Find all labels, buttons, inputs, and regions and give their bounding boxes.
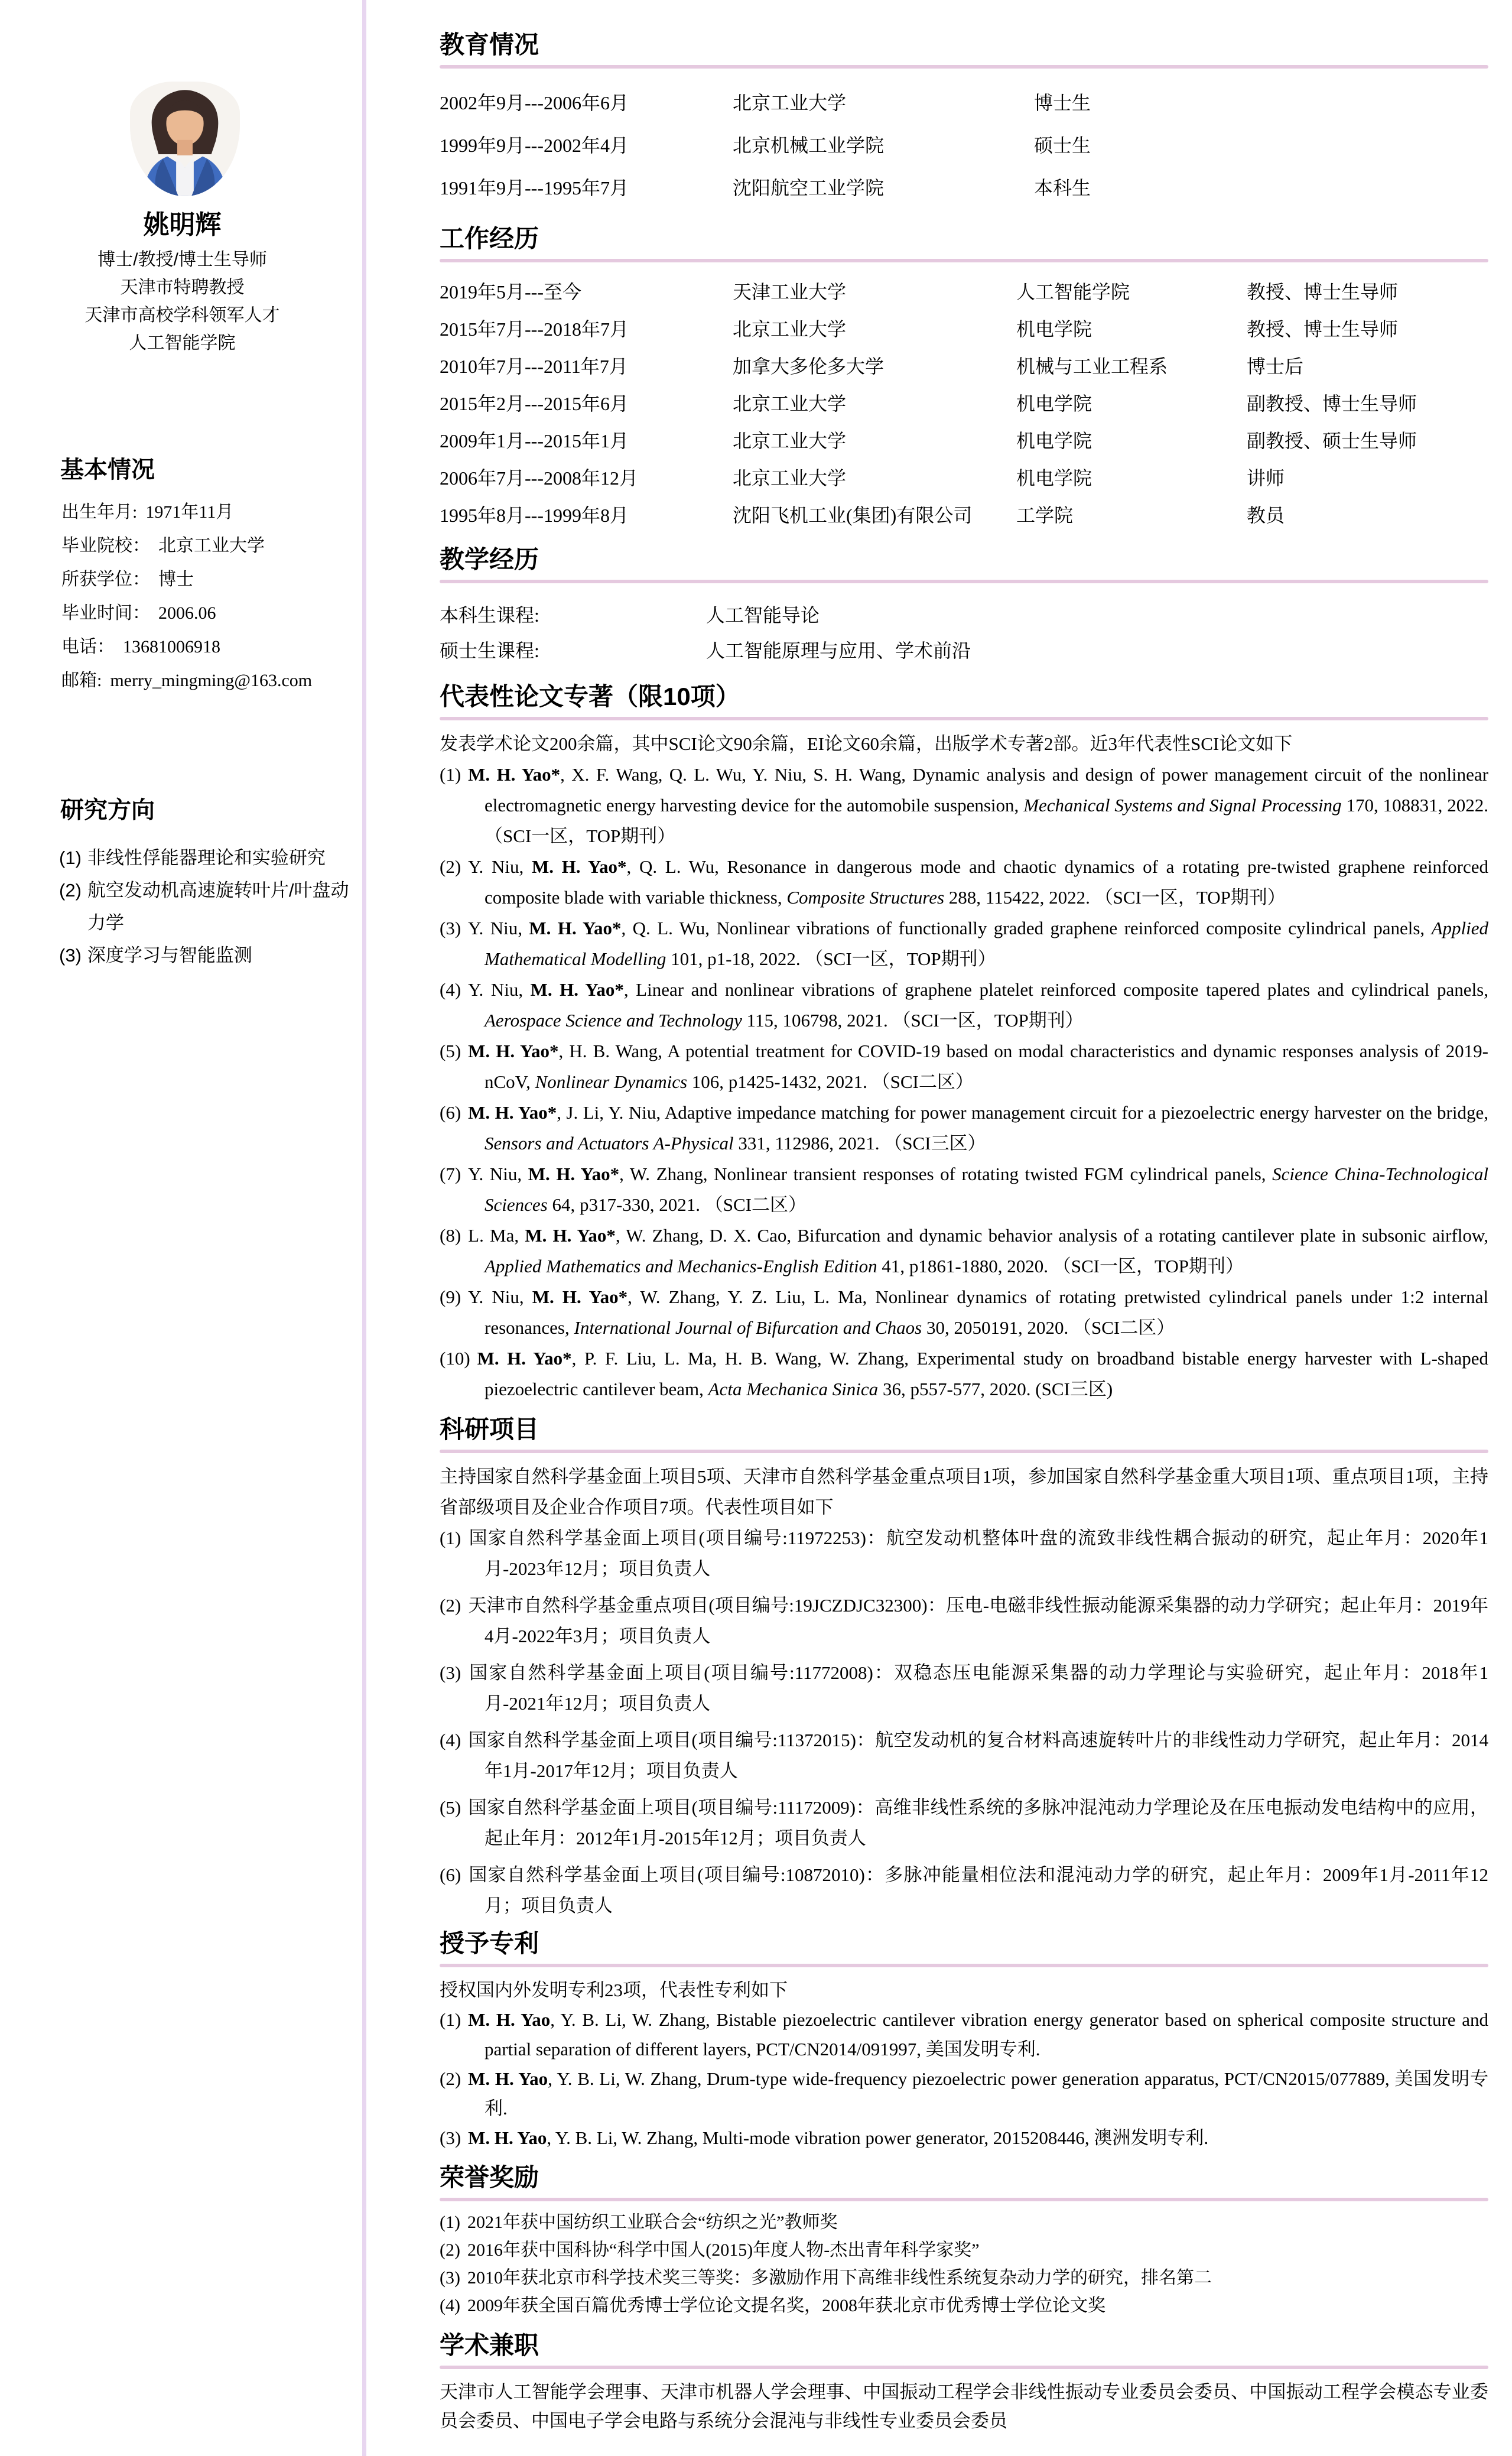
authors-pre: Y. Niu, [468, 918, 529, 938]
work-header: 工作经历 [440, 225, 539, 252]
info-value: 博士 [158, 570, 194, 589]
work-row [440, 495, 1488, 532]
paper-title: , W. Zhang, D. X. Cao, Bifurcation and dynamic behavior analysis of a rotating cantilever plate in subsonic airflow, [615, 1225, 1488, 1246]
basic-info-header: 基本情况 [60, 457, 155, 483]
honor-item [440, 2292, 1488, 2319]
work-dept: 机电学院 [1016, 467, 1092, 489]
author-bold: M. H. Yao* [468, 764, 561, 785]
patents-intro: 授权国内外发明专利23项，代表性专利如下 [440, 1980, 788, 2000]
journal-name: Applied Mathematical Modelling [485, 918, 1488, 969]
section-rule [440, 1964, 1488, 1967]
journal-name: Composite Structures [786, 887, 945, 908]
work-period: 1995年8月---1999年8月 [440, 504, 629, 526]
citation-tail: 41, p1861-1880, 2020. （SCI一区，TOP期刊） [877, 1256, 1244, 1276]
author-bold: M. H. Yao* [468, 1102, 557, 1123]
info-label: 邮箱: [61, 671, 102, 690]
author-bold: M. H. Yao [468, 2009, 551, 2030]
work-dept: 人工智能学院 [1016, 281, 1130, 303]
item-number: (10) [440, 1348, 470, 1369]
title-line: 天津市高校学科领军人才 [84, 306, 280, 325]
paper-title: , Q. L. Wu, Nonlinear vibrations of functionally graded graphene reinforced composite cylindrical panels, [621, 918, 1432, 938]
edu-school: 沈阳航空工业学院 [733, 177, 885, 199]
project-text: 国家自然科学基金面上项目(项目编号:11372015)：航空发动机的复合材料高速旋转叶片的非线性动力学研究，起止年月：2014年1月-2017年12月；项目负责人 [468, 1730, 1488, 1781]
publication-item [440, 1159, 1488, 1220]
journal-name: Science China-Technological Sciences [485, 1164, 1488, 1215]
work-period: 2015年2月---2015年6月 [440, 392, 629, 414]
item-number: (1) [440, 764, 461, 785]
publication-item [440, 1220, 1488, 1282]
item-number: (3) [440, 2268, 460, 2288]
profile-photo [130, 82, 240, 196]
project-text: 国家自然科学基金面上项目(项目编号:11772008)：双稳态压电能源采集器的动力学理论与实验研究，起止年月：2018年1月-2021年12月；项目负责人 [468, 1662, 1488, 1714]
item-number: (8) [440, 1225, 461, 1246]
publication-item [440, 1097, 1488, 1159]
patent-item [440, 2123, 1488, 2153]
citation-tail: 106, p1425-1432, 2021. （SCI二区） [687, 1071, 974, 1092]
work-dept: 工学院 [1016, 504, 1074, 526]
item-number: (2) [440, 2068, 461, 2089]
section-rule [440, 1450, 1488, 1453]
publications-header: 代表性论文专著（限10项） [440, 683, 740, 710]
project-item [440, 1658, 1488, 1719]
education-row [440, 123, 1488, 165]
publication-item [440, 759, 1488, 852]
authors-pre: Y. Niu, [468, 1287, 532, 1307]
honors-header: 荣誉奖励 [440, 2163, 539, 2191]
paper-title: , W. Zhang, Y. Z. Liu, L. Ma, Nonlinear dynamics of rotating pretwisted cylindrical panels under 1:2 internal resonances, [485, 1287, 1488, 1338]
info-value: 1971年11月 [145, 502, 234, 522]
project-text: 国家自然科学基金面上项目(项目编号:10872010)：多脉冲能量相位法和混沌动力学的研究，起止年月：2009年1月-2011年12月；项目负责人 [468, 1864, 1488, 1916]
project-item [440, 1725, 1488, 1786]
title-line: 博士/教授/博士生导师 [97, 250, 267, 269]
authors-pre: Y. Niu, [468, 856, 532, 877]
citation-tail: 115, 106798, 2021. （SCI一区，TOP期刊） [742, 1010, 1084, 1031]
work-period: 2006年7月---2008年12月 [440, 467, 638, 489]
research-item-text: 航空发动机高速旋转叶片/叶盘动力学 [87, 880, 349, 933]
positions-text: 天津市人工智能学会理事、天津市机器人学会理事、中国振动工程学会非线性振动专业委员会委员、中国振动工程学会模态专业委员会委员、中国电子学会电路与系统分会混沌与非线性专业委员会委员 [440, 2382, 1488, 2431]
research-list [59, 842, 357, 972]
info-label: 毕业院校： [61, 536, 150, 555]
info-value: 2006.06 [158, 603, 216, 623]
author-bold: M. H. Yao* [468, 1041, 559, 1061]
publication-item [440, 1282, 1488, 1343]
work-dept: 机电学院 [1016, 430, 1092, 451]
item-number: (2) [440, 2240, 460, 2260]
section-rule [440, 717, 1488, 720]
edu-degree: 博士生 [1034, 92, 1091, 113]
teaching-table [440, 596, 1488, 667]
project-item [440, 1860, 1488, 1921]
authors-pre: L. Ma, [468, 1225, 525, 1246]
item-number: (1) [440, 1528, 461, 1548]
info-row-degree [61, 568, 344, 591]
info-label: 出生年月: [61, 502, 138, 522]
work-org: 北京工业大学 [733, 318, 847, 340]
research-item [59, 874, 357, 939]
item-number: (2) [440, 1595, 461, 1616]
patent-item [440, 2005, 1488, 2064]
patents-header: 授予专利 [440, 1929, 539, 1957]
basic-info-list [61, 501, 344, 703]
item-number: (3) [59, 945, 82, 966]
main-content [440, 0, 1488, 2435]
teaching-row [440, 596, 1488, 632]
info-row-phone [61, 636, 344, 658]
edu-period: 1999年9月---2002年4月 [440, 135, 629, 156]
education-header: 教育情况 [440, 31, 539, 59]
research-item-text: 非线性俘能器理论和实验研究 [87, 847, 326, 868]
sidebar [0, 0, 365, 2456]
paper-title: , Q. L. Wu, Resonance in dangerous mode and chaotic dynamics of a rotating pre-twisted graphene reinforced composite blade with variable thickness, [485, 856, 1488, 908]
research-item [59, 939, 357, 972]
patent-item [440, 2064, 1488, 2123]
patent-text: , Y. B. Li, W. Zhang, Bistable piezoelectric cantilever vibration energy generator based on spherical composite structure and partial separation of different layers, PCT/CN2014/091997, 美国发明专利. [485, 2009, 1488, 2059]
author-bold: M. H. Yao [468, 2068, 548, 2089]
journal-name: Nonlinear Dynamics [535, 1071, 688, 1092]
publication-item [440, 1036, 1488, 1097]
paper-title: , J. Li, Y. Niu, Adaptive impedance matching for power management circuit for a piezoelectric energy harvester on the bridge, [557, 1102, 1488, 1123]
author-bold: M. H. Yao* [529, 918, 622, 938]
work-period: 2019年5月---至今 [440, 281, 581, 303]
work-row [440, 309, 1488, 346]
work-row [440, 458, 1488, 495]
citation-tail: 30, 2050191, 2020. （SCI二区） [922, 1317, 1175, 1338]
paper-title: , H. B. Wang, A potential treatment for COVID-19 based on modal characteristics and dynamic responses analysis of 2019-nCoV, [485, 1041, 1488, 1092]
info-row-birth [61, 501, 344, 524]
projects-intro: 主持国家自然科学基金面上项目5项、天津市自然科学基金重点项目1项，参加国家自然科学基金重大项目1项、重点项目1项，主持省部级项目及企业合作项目7项。代表性项目如下 [440, 1466, 1488, 1518]
person-titles [12, 246, 353, 357]
work-org: 北京工业大学 [733, 392, 847, 414]
work-org: 北京工业大学 [733, 430, 847, 451]
journal-name: Acta Mechanica Sinica [708, 1379, 879, 1399]
citation-tail: 288, 115422, 2022. （SCI一区，TOP期刊） [944, 887, 1286, 908]
paper-title: , Linear and nonlinear vibrations of graphene platelet reinforced composite tapered plates and cylindrical panels, [623, 979, 1488, 1000]
honor-text: 2021年获中国纺织工业联合会“纺织之光”教师奖 [467, 2213, 838, 2232]
honor-text: 2010年获北京市科学技术奖三等奖：多激励作用下高维非线性系统复杂动力学的研究，排名第二 [467, 2268, 1212, 2288]
projects-list [440, 1523, 1488, 1921]
patent-text: , Y. B. Li, W. Zhang, Drum-type wide-frequency piezoelectric power generation apparatus, PCT/CN2015/077889, 美国发明专利. [485, 2068, 1488, 2119]
section-rule [440, 259, 1488, 262]
citation-tail: 64, p317-330, 2021. （SCI二区） [547, 1194, 807, 1215]
item-number: (1) [59, 847, 82, 868]
item-number: (1) [440, 2009, 461, 2030]
item-number: (7) [440, 1164, 461, 1184]
authors-pre: Y. Niu, [468, 1164, 528, 1184]
citation-tail: 331, 112986, 2021. （SCI三区） [733, 1133, 986, 1154]
item-number: (4) [440, 1730, 461, 1750]
work-title: 讲师 [1247, 467, 1285, 489]
paper-title: , X. F. Wang, Q. L. Wu, Y. Niu, S. H. Wang, Dynamic analysis and design of power management circuit of the nonlinear electromagnetic energy harvesting device for the automobile suspension, [485, 764, 1488, 816]
info-row-graduation [61, 602, 344, 625]
authors-pre: Y. Niu, [468, 979, 531, 1000]
course-names: 人工智能导论 [706, 605, 820, 626]
item-number: (9) [440, 1287, 461, 1307]
work-org: 北京工业大学 [733, 467, 847, 489]
publication-item [440, 1343, 1488, 1405]
teaching-header: 教学经历 [440, 545, 539, 573]
work-row [440, 346, 1488, 384]
project-text: 国家自然科学基金面上项目(项目编号:11972253)：航空发动机整体叶盘的流致非线性耦合振动的研究，起止年月：2020年1月-2023年12月；项目负责人 [468, 1528, 1488, 1579]
project-item [440, 1590, 1488, 1652]
project-item [440, 1792, 1488, 1854]
projects-header: 科研项目 [440, 1415, 539, 1443]
paper-title: , W. Zhang, Nonlinear transient responses of rotating twisted FGM cylindrical panels, [619, 1164, 1273, 1184]
item-number: (3) [440, 2127, 461, 2148]
education-table [440, 80, 1488, 208]
patent-text: , Y. B. Li, W. Zhang, Multi-mode vibration power generator, 2015208446, 澳洲发明专利. [547, 2127, 1209, 2148]
positions-header: 学术兼职 [440, 2331, 539, 2359]
course-level-label: 硕士生课程: [440, 640, 539, 661]
section-rule [440, 580, 1488, 583]
publications-list [440, 759, 1488, 1405]
journal-name: Applied Mathematics and Mechanics-English Edition [485, 1256, 877, 1276]
author-bold: M. H. Yao* [531, 856, 627, 877]
honor-item [440, 2236, 1488, 2264]
edu-period: 2002年9月---2006年6月 [440, 92, 629, 113]
item-number: (1) [440, 2213, 460, 2232]
citation-tail: 170, 108831, 2022. （SCI一区，TOP期刊） [485, 795, 1488, 846]
edu-school: 北京机械工业学院 [733, 135, 885, 156]
item-number: (2) [440, 856, 461, 877]
item-number: (6) [440, 1102, 461, 1123]
work-dept: 机电学院 [1016, 392, 1092, 414]
work-period: 2010年7月---2011年7月 [440, 355, 628, 377]
item-number: (6) [440, 1864, 461, 1885]
work-table [440, 272, 1488, 532]
info-label: 所获学位： [61, 570, 150, 589]
work-row [440, 384, 1488, 421]
work-org: 沈阳飞机工业(集团)有限公司 [733, 504, 973, 526]
item-number: (4) [440, 979, 461, 1000]
course-level-label: 本科生课程: [440, 605, 539, 626]
project-item [440, 1523, 1488, 1584]
journal-name: Aerospace Science and Technology [485, 1010, 742, 1031]
citation-tail: 36, p557-577, 2020. (SCI三区) [878, 1379, 1113, 1399]
work-title: 副教授、硕士生导师 [1247, 430, 1417, 451]
section-rule [440, 65, 1488, 69]
publication-item [440, 913, 1488, 974]
publications-intro: 发表学术论文200余篇，其中SCI论文90余篇，EI论文60余篇，出版学术专著2部。近3年代表性SCI论文如下 [440, 733, 1293, 754]
work-title: 教授、博士生导师 [1247, 281, 1399, 303]
research-item [59, 842, 357, 874]
info-row-school [61, 535, 344, 557]
patents-list [440, 2005, 1488, 2153]
publication-item [440, 974, 1488, 1036]
education-row [440, 80, 1488, 123]
work-period: 2009年1月---2015年1月 [440, 430, 629, 451]
journal-name: Mechanical Systems and Signal Processing [1023, 795, 1342, 816]
info-value: 北京工业大学 [158, 536, 265, 555]
item-number: (3) [440, 918, 461, 938]
honor-text: 2016年获中国科协“科学中国人(2015)年度人物-杰出青年科学家奖” [467, 2240, 980, 2260]
item-number: (5) [440, 1041, 461, 1061]
work-dept: 机电学院 [1016, 318, 1092, 340]
person-name: 姚明辉 [143, 210, 222, 239]
author-bold: M. H. Yao* [528, 1164, 620, 1184]
journal-name: International Journal of Bifurcation and Chaos [574, 1317, 922, 1338]
info-label: 电话： [61, 637, 115, 657]
edu-school: 北京工业大学 [733, 92, 847, 113]
author-bold: M. H. Yao* [532, 1287, 628, 1307]
work-title: 教员 [1247, 504, 1285, 526]
edu-degree: 本科生 [1034, 177, 1091, 199]
author-bold: M. H. Yao* [477, 1348, 572, 1369]
item-number: (3) [440, 1662, 461, 1683]
info-label: 毕业时间： [61, 603, 150, 623]
research-header: 研究方向 [60, 797, 155, 823]
title-line: 人工智能学院 [129, 333, 236, 353]
item-number: (5) [440, 1797, 461, 1818]
author-bold: M. H. Yao [468, 2127, 547, 2148]
work-title: 博士后 [1247, 355, 1304, 377]
work-row [440, 272, 1488, 309]
email-address: merry_mingming@163.com [110, 671, 313, 690]
phone-number: 13681006918 [123, 637, 220, 657]
education-row [440, 165, 1488, 208]
research-item-text: 深度学习与智能监测 [87, 945, 252, 966]
item-number: (2) [59, 880, 82, 901]
work-org: 天津工业大学 [733, 281, 847, 303]
work-title: 教授、博士生导师 [1247, 318, 1399, 340]
edu-period: 1991年9月---1995年7月 [440, 177, 629, 199]
honor-item [440, 2264, 1488, 2292]
paper-title: , P. F. Liu, L. Ma, H. B. Wang, W. Zhang, Experimental study on broadband bistable energy harvester with L-shaped piezoelectric cantilever beam, [485, 1348, 1488, 1399]
project-text: 天津市自然科学基金重点项目(项目编号:19JCZDJC32300)：压电-电磁非线性振动能源采集器的动力学研究；起止年月：2019年4月-2022年3月；项目负责人 [468, 1595, 1488, 1646]
title-line: 天津市特聘教授 [120, 278, 245, 297]
vertical-divider [362, 0, 366, 2456]
author-bold: M. H. Yao* [530, 979, 624, 1000]
person-portrait-image [130, 82, 240, 196]
project-text: 国家自然科学基金面上项目(项目编号:11172009)：高维非线性系统的多脉冲混沌动力学理论及在压电振动发电结构中的应用，起止年月：2012年1月-2015年12月；项目负责人 [468, 1797, 1488, 1849]
honor-text: 2009年获全国百篇优秀博士学位论文提名奖，2008年获北京市优秀博士学位论文奖 [467, 2296, 1105, 2315]
info-row-email [61, 670, 344, 692]
work-dept: 机械与工业工程系 [1016, 355, 1168, 377]
honor-item [440, 2208, 1488, 2236]
honors-list [440, 2208, 1488, 2319]
section-rule [440, 2366, 1488, 2369]
section-rule [440, 2198, 1488, 2201]
teaching-row [440, 632, 1488, 667]
publication-item [440, 852, 1488, 913]
edu-degree: 硕士生 [1034, 135, 1091, 156]
work-title: 副教授、博士生导师 [1247, 392, 1417, 414]
citation-tail: 101, p1-18, 2022. （SCI一区，TOP期刊） [666, 948, 996, 969]
work-row [440, 421, 1488, 458]
work-org: 加拿大多伦多大学 [733, 355, 885, 377]
item-number: (4) [440, 2296, 460, 2315]
work-period: 2015年7月---2018年7月 [440, 318, 629, 340]
journal-name: Sensors and Actuators A-Physical [485, 1133, 734, 1154]
author-bold: M. H. Yao* [525, 1225, 616, 1246]
course-names: 人工智能原理与应用、学术前沿 [706, 640, 971, 661]
